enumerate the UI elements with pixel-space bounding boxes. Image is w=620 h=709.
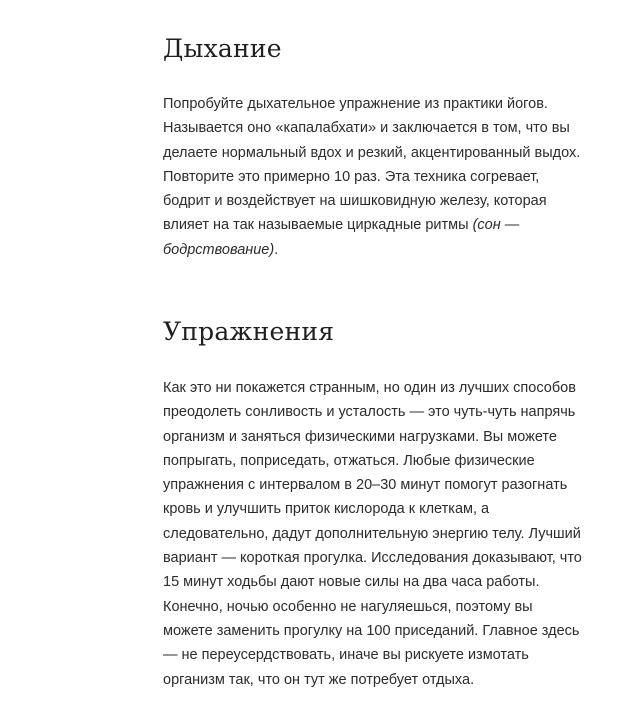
paragraph-line <box>163 238 580 262</box>
paragraph-line: Как это ни покажется странным, но один из лучших способов <box>163 380 576 396</box>
italic-note: (сон — <box>472 217 520 234</box>
section-paragraph-exercise <box>163 376 582 692</box>
paragraph-line: делаете нормальный вдох и резкий, акцентированный выдох. <box>163 144 581 161</box>
paragraph-line: попрыгать, поприседать, отжаться. Любые физические <box>163 452 535 469</box>
paragraph-text: влияет на так называемые циркадные ритмы <box>163 217 473 234</box>
paragraph-line: Попробуйте дыхательное упражнение из практики йогов. <box>163 96 548 112</box>
paragraph-line: 15 минут ходьбы дают новые силы на два часа работы. <box>163 574 540 591</box>
italic-note: бодрствование) <box>163 241 275 258</box>
paragraph-line: упражнения с интервалом в 20–30 минут помогут разогнать <box>163 477 568 494</box>
paragraph-line: Повторите это примерно 10 раз. Эта техника согревает, <box>163 168 540 185</box>
section-title-breathing: Дыхание <box>163 34 282 63</box>
paragraph-line: следовательно, дадут дополнительную энергию телу. Лучший <box>163 525 581 542</box>
paragraph-line: бодрит и воздействует на шишковидную железу, которая <box>163 193 547 210</box>
paragraph-line: кровь и улучшить приток кислорода к клеткам, а <box>163 501 490 518</box>
paragraph-line: — не переусердствовать, иначе вы рискуете измотать <box>163 647 529 664</box>
paragraph-line: Называется оно «капалабхати» и заключается в том, что вы <box>163 120 570 137</box>
paragraph-line: вариант — короткая прогулка. Исследования доказывают, что <box>163 550 582 567</box>
paragraph-line: преодолеть сонливость и усталость — это чуть-чуть напрячь <box>163 404 576 421</box>
section-paragraph-breathing <box>163 92 580 262</box>
paragraph-line: можете заменить прогулку на 100 приседаний. Главное здесь <box>163 622 580 639</box>
paragraph-line: Конечно, ночью особенно не нагуляешься, поэтому вы <box>163 598 533 615</box>
paragraph-text: . <box>274 241 279 258</box>
section-title-exercise: Упражнения <box>163 317 335 346</box>
paragraph-line: организм и заняться физическими нагрузками. Вы можете <box>163 428 557 445</box>
paragraph-line: организм так, что он тут же потребует отдыха. <box>163 671 475 688</box>
paragraph-line <box>163 213 580 237</box>
